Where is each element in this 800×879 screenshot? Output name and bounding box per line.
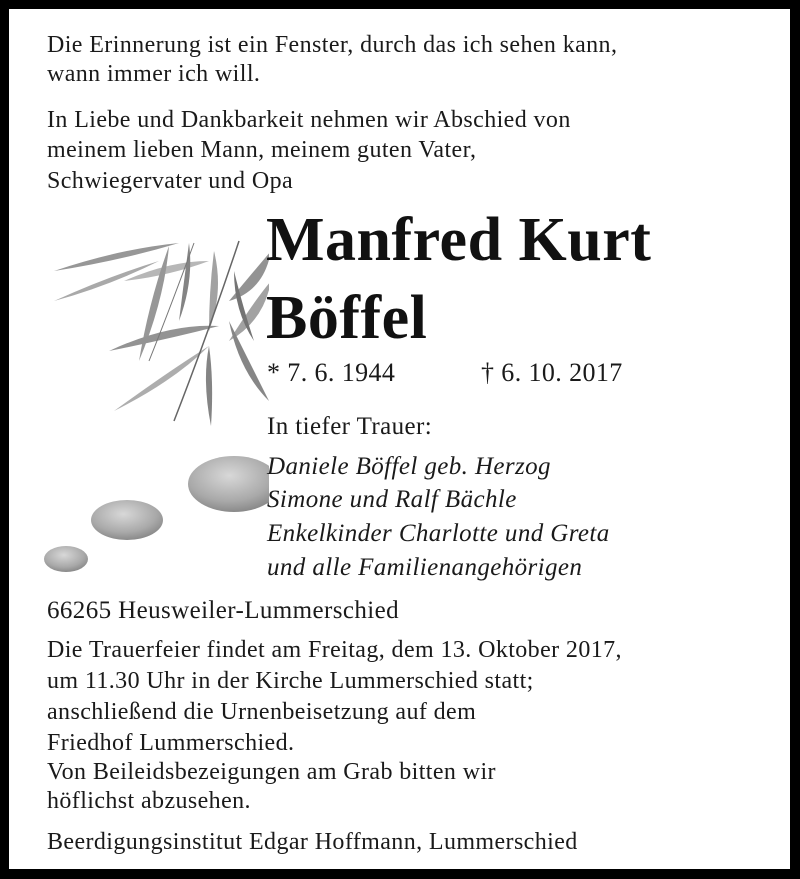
undertaker: Beerdigungsinstitut Edgar Hoffmann, Lummerschied: [47, 829, 578, 855]
mourner: und alle Familienangehörigen: [267, 554, 583, 581]
intro-line: In Liebe und Dankbarkeit nehmen wir Abschied von: [47, 107, 571, 133]
bamboo-stones-image: [39, 231, 269, 581]
mourner: Enkelkinder Charlotte und Greta: [267, 520, 610, 547]
deceased-surname: Böffel: [266, 284, 428, 352]
intro-line: Schwiegervater und Opa: [47, 168, 294, 194]
motto-line: Die Erinnerung ist ein Fenster, durch das ich sehen kann,: [47, 32, 618, 58]
intro-line: meinem lieben Mann, meinem guten Vater,: [47, 137, 477, 163]
details-line: um 11.30 Uhr in der Kirche Lummerschied statt;: [47, 668, 534, 694]
details-line: Die Trauerfeier findet am Freitag, dem 13. Oktober 2017,: [47, 637, 622, 663]
address: 66265 Heusweiler-Lummerschied: [47, 597, 399, 624]
deceased-name: Manfred Kurt: [266, 206, 652, 274]
details-line: anschließend die Urnenbeisetzung auf dem: [47, 699, 477, 725]
death-date: † 6. 10. 2017: [481, 358, 623, 387]
birth-date: * 7. 6. 1944: [267, 358, 396, 387]
motto-line: wann immer ich will.: [47, 61, 261, 87]
details-line: Von Beileidsbezeigungen am Grab bitten wir: [47, 759, 496, 785]
details-line: Friedhof Lummerschied.: [47, 730, 295, 756]
mourner: Daniele Böffel geb. Herzog: [267, 453, 551, 480]
details-line: höflichst abzusehen.: [47, 788, 251, 814]
obituary-notice: [9, 9, 790, 869]
mourner: Simone und Ralf Bächle: [267, 486, 517, 513]
mourning-label: In tiefer Trauer:: [267, 413, 433, 440]
